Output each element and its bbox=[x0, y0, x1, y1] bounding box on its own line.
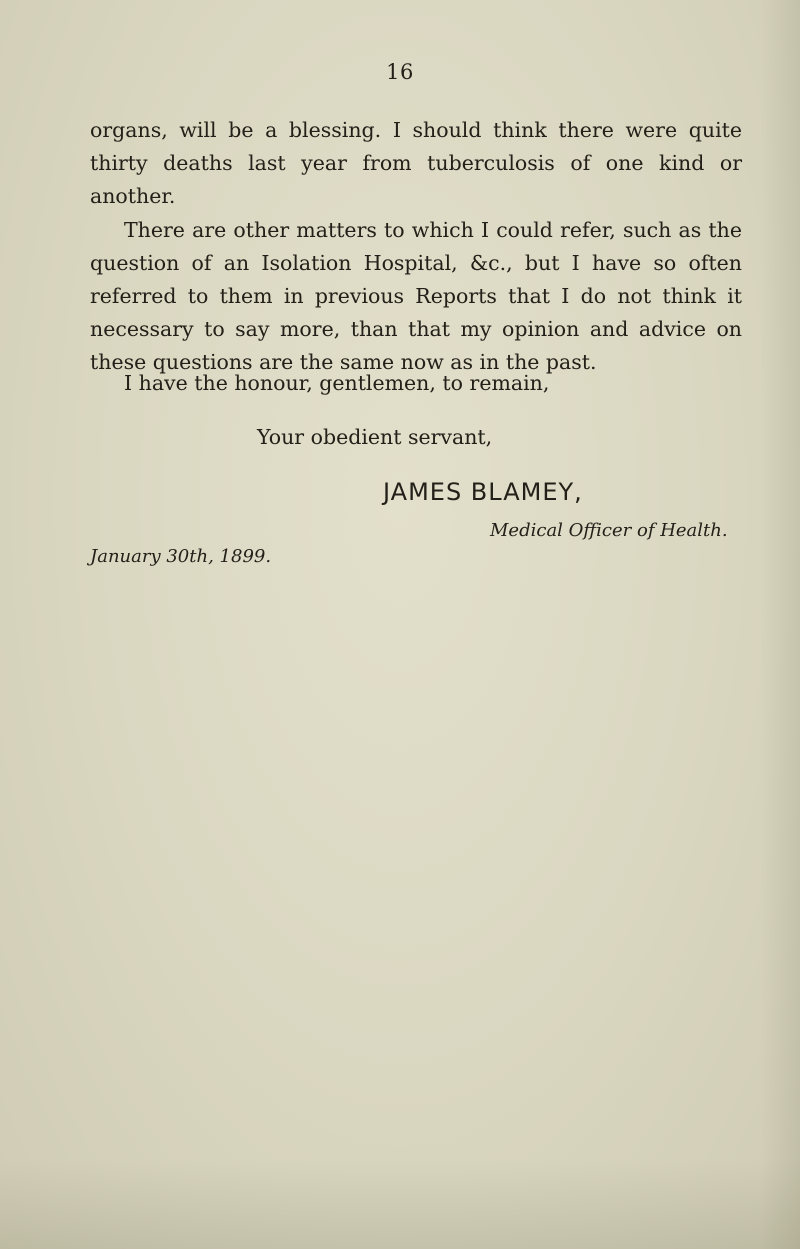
signature-name: JAMES BLAMEY, bbox=[383, 478, 583, 506]
letter-date: January 30th, 1899. bbox=[90, 546, 272, 567]
closing-servant-line: Your obedient servant, bbox=[257, 425, 493, 449]
page-number: 16 bbox=[386, 60, 414, 84]
paragraph-other-matters: There are other matters to which I could refer, such as the question of an Isolation Hospital, &c., but I have so often referred to them in previous Reports that I do not think it necessary to say more, than that my opinion and advice on these questions are the same now as in the past. bbox=[90, 218, 742, 374]
page-edge-shading bbox=[760, 0, 800, 1249]
page-bottom-shading bbox=[0, 1159, 800, 1249]
closing-honour-line: I have the honour, gentlemen, to remain, bbox=[124, 371, 550, 395]
signature-title: Medical Officer of Health. bbox=[490, 520, 728, 541]
paragraph-continuation: organs, will be a blessing. I should think there were quite thirty deaths last year from tuberculosis of one kind or another. bbox=[90, 118, 742, 208]
